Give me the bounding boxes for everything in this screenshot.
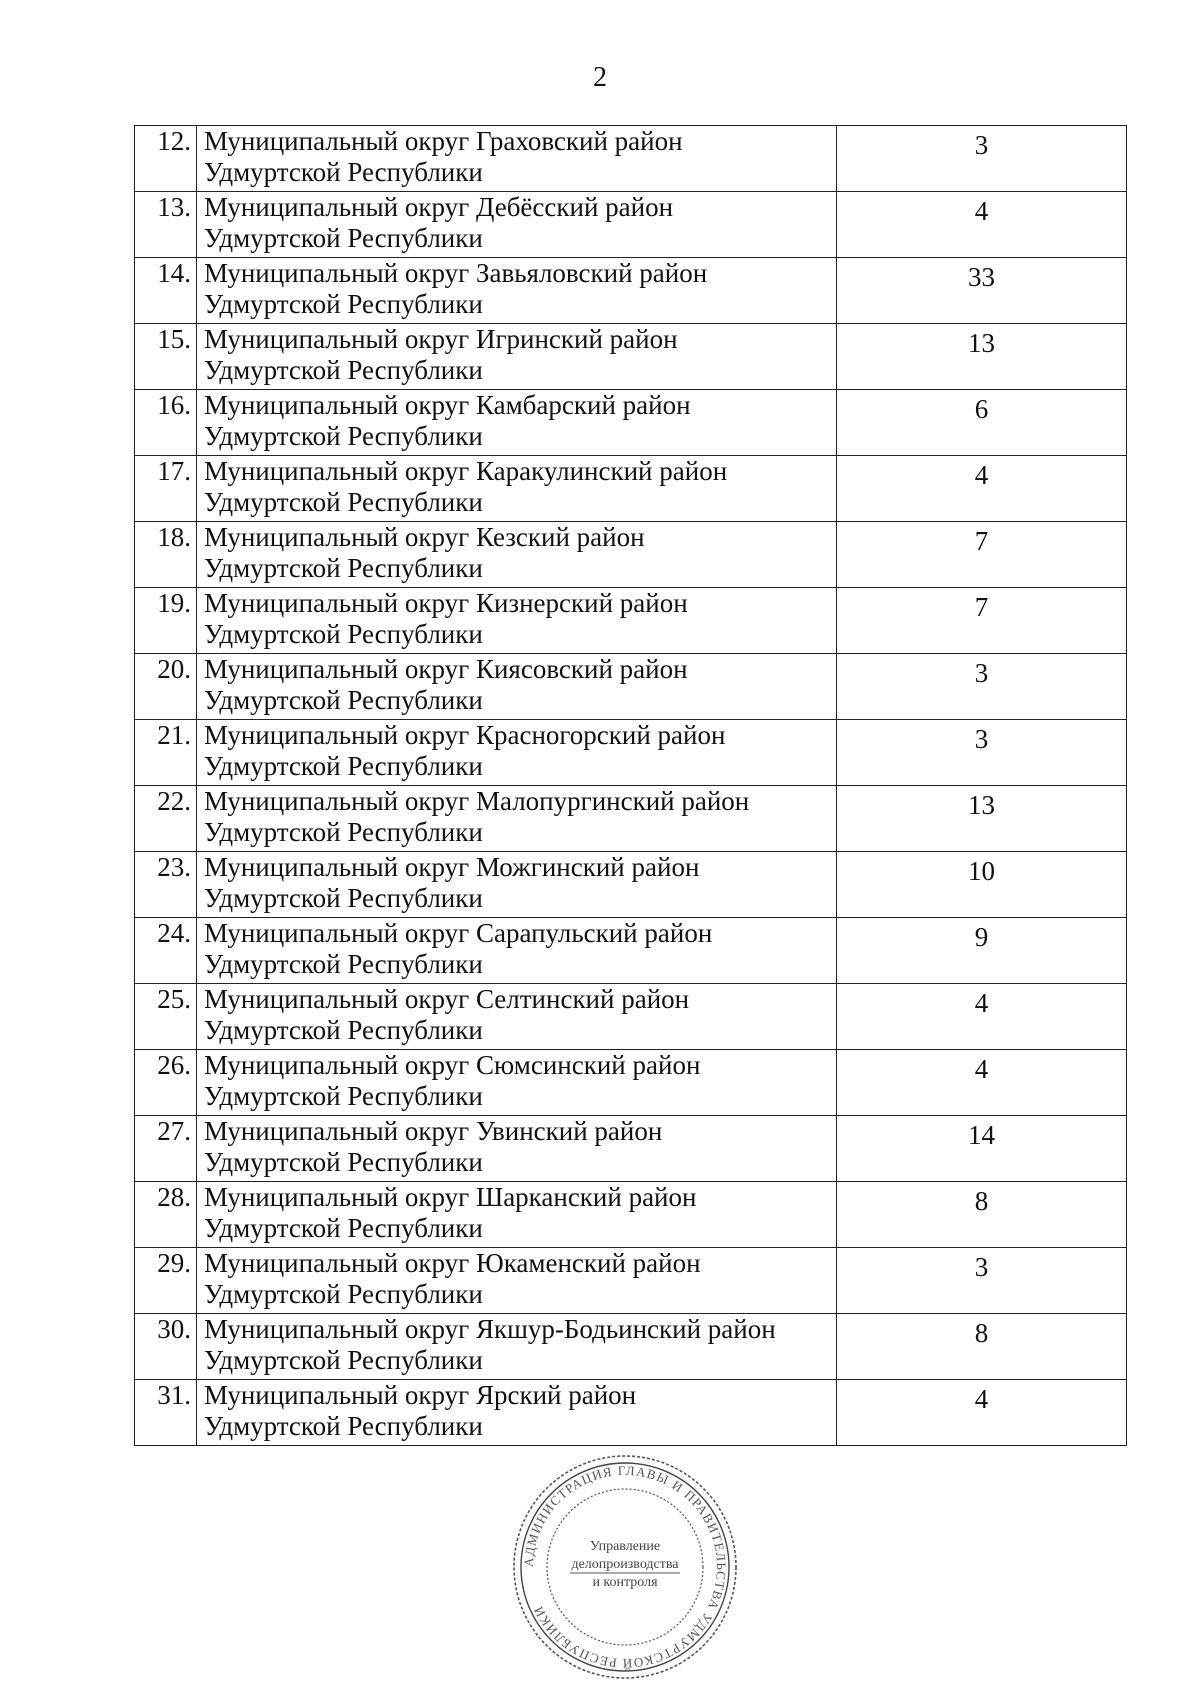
district-name: Муниципальный округ Селтинский район	[204, 984, 690, 1014]
count-value: 4	[837, 456, 1127, 522]
district-name: Муниципальный округ Завьяловский район	[204, 258, 708, 288]
district-name: Муниципальный округ Шарканский район	[204, 1182, 697, 1212]
row-number: 31.	[135, 1380, 197, 1446]
district-name: Муниципальный округ Кезский район	[204, 522, 645, 552]
table-row	[135, 1182, 1127, 1248]
count-value: 7	[837, 588, 1127, 654]
seal-line-1: Управление	[589, 1539, 661, 1554]
table-row	[135, 786, 1127, 852]
count-value: 9	[837, 918, 1127, 984]
district-name-cell	[197, 390, 837, 456]
row-number: 20.	[135, 654, 197, 720]
district-name-cell	[197, 588, 837, 654]
row-number: 29.	[135, 1248, 197, 1314]
district-region: Удмуртской Республики	[204, 553, 483, 583]
row-number: 14.	[135, 258, 197, 324]
row-number: 30.	[135, 1314, 197, 1380]
count-value: 13	[837, 324, 1127, 390]
row-number: 19.	[135, 588, 197, 654]
district-region: Удмуртской Республики	[204, 355, 483, 385]
district-region: Удмуртской Республики	[204, 751, 483, 781]
district-region: Удмуртской Республики	[204, 817, 483, 847]
row-number: 22.	[135, 786, 197, 852]
district-name: Муниципальный округ Юкаменский район	[204, 1248, 701, 1278]
row-number: 28.	[135, 1182, 197, 1248]
count-value: 3	[837, 126, 1127, 192]
seal-line-2: делопроизводства	[571, 1557, 679, 1572]
count-value: 4	[837, 192, 1127, 258]
table-row	[135, 456, 1127, 522]
table-row	[135, 192, 1127, 258]
municipal-districts-table	[134, 125, 1127, 1446]
table-row	[135, 588, 1127, 654]
count-value: 4	[837, 984, 1127, 1050]
district-name-cell	[197, 1182, 837, 1248]
table-row	[135, 852, 1127, 918]
table-row	[135, 1314, 1127, 1380]
table-row	[135, 1116, 1127, 1182]
row-number: 13.	[135, 192, 197, 258]
district-name-cell	[197, 258, 837, 324]
page-number: 2	[593, 62, 607, 93]
district-region: Удмуртской Республики	[204, 883, 483, 913]
row-number: 21.	[135, 720, 197, 786]
table-row	[135, 720, 1127, 786]
district-name-cell	[197, 324, 837, 390]
district-region: Удмуртской Республики	[204, 157, 483, 187]
district-name: Муниципальный округ Камбарский район	[204, 390, 691, 420]
district-name-cell	[197, 192, 837, 258]
count-value: 3	[837, 654, 1127, 720]
table-row	[135, 258, 1127, 324]
count-value: 3	[837, 1248, 1127, 1314]
district-name: Муниципальный округ Дебёсский район	[204, 192, 674, 222]
table-row	[135, 324, 1127, 390]
district-name-cell	[197, 456, 837, 522]
row-number: 23.	[135, 852, 197, 918]
district-name-cell	[197, 1248, 837, 1314]
district-name-cell	[197, 654, 837, 720]
district-region: Удмуртской Республики	[204, 1279, 483, 1309]
district-name: Муниципальный округ Можгинский район	[204, 852, 700, 882]
district-name: Муниципальный округ Увинский район	[204, 1116, 663, 1146]
table-row	[135, 126, 1127, 192]
district-name-cell	[197, 522, 837, 588]
count-value: 8	[837, 1314, 1127, 1380]
row-number: 15.	[135, 324, 197, 390]
district-region: Удмуртской Республики	[204, 1213, 483, 1243]
count-value: 10	[837, 852, 1127, 918]
district-region: Удмуртской Республики	[204, 1015, 483, 1045]
district-name-cell	[197, 1116, 837, 1182]
district-name-cell	[197, 720, 837, 786]
district-region: Удмуртской Республики	[204, 1081, 483, 1111]
district-name: Муниципальный округ Игринский район	[204, 324, 678, 354]
count-value: 13	[837, 786, 1127, 852]
district-name: Муниципальный округ Сарапульский район	[204, 918, 713, 948]
table-row	[135, 1380, 1127, 1446]
district-region: Удмуртской Республики	[204, 949, 483, 979]
district-region: Удмуртской Республики	[204, 289, 483, 319]
seal-ring-text: АДМИНИСТРАЦИЯ ГЛАВЫ И ПРАВИТЕЛЬСТВА УДМУРТСКОЙ РЕСПУБЛИКИ	[520, 1462, 730, 1672]
district-name: Муниципальный округ Ярский район	[204, 1380, 637, 1410]
table-row	[135, 522, 1127, 588]
district-region: Удмуртской Республики	[204, 1411, 483, 1441]
row-number: 12.	[135, 126, 197, 192]
count-value: 4	[837, 1050, 1127, 1116]
count-value: 8	[837, 1182, 1127, 1248]
district-region: Удмуртской Республики	[204, 685, 483, 715]
district-name: Муниципальный округ Красногорский район	[204, 720, 726, 750]
seal-line-3: и контроля	[592, 1575, 658, 1590]
district-name-cell	[197, 852, 837, 918]
count-value: 3	[837, 720, 1127, 786]
row-number: 18.	[135, 522, 197, 588]
row-number: 26.	[135, 1050, 197, 1116]
district-region: Удмуртской Республики	[204, 421, 483, 451]
district-name-cell	[197, 918, 837, 984]
district-name-cell	[197, 786, 837, 852]
row-number: 25.	[135, 984, 197, 1050]
table-row	[135, 984, 1127, 1050]
district-region: Удмуртской Республики	[204, 223, 483, 253]
count-value: 6	[837, 390, 1127, 456]
table-row	[135, 390, 1127, 456]
count-value: 33	[837, 258, 1127, 324]
count-value: 7	[837, 522, 1127, 588]
row-number: 16.	[135, 390, 197, 456]
table-row	[135, 1248, 1127, 1314]
district-region: Удмуртской Республики	[204, 1147, 483, 1177]
district-name: Муниципальный округ Каракулинский район	[204, 456, 728, 486]
district-region: Удмуртской Республики	[204, 1345, 483, 1375]
official-seal	[510, 1452, 740, 1682]
district-name: Муниципальный округ Киясовский район	[204, 654, 688, 684]
district-name: Муниципальный округ Малопургинский район	[204, 786, 750, 816]
district-region: Удмуртской Республики	[204, 487, 483, 517]
district-region: Удмуртской Республики	[204, 619, 483, 649]
table-row	[135, 918, 1127, 984]
district-name-cell	[197, 984, 837, 1050]
table-row	[135, 654, 1127, 720]
count-value: 4	[837, 1380, 1127, 1446]
district-name: Муниципальный округ Сюмсинский район	[204, 1050, 701, 1080]
table-row	[135, 1050, 1127, 1116]
district-name-cell	[197, 1380, 837, 1446]
row-number: 24.	[135, 918, 197, 984]
table-body	[135, 126, 1127, 1446]
district-name-cell	[197, 1050, 837, 1116]
district-name-cell	[197, 126, 837, 192]
district-name: Муниципальный округ Кизнерский район	[204, 588, 688, 618]
district-name: Муниципальный округ Якшур-Бодьинский район	[204, 1314, 776, 1344]
district-name: Муниципальный округ Граховский район	[204, 126, 683, 156]
row-number: 27.	[135, 1116, 197, 1182]
district-name-cell	[197, 1314, 837, 1380]
row-number: 17.	[135, 456, 197, 522]
count-value: 14	[837, 1116, 1127, 1182]
